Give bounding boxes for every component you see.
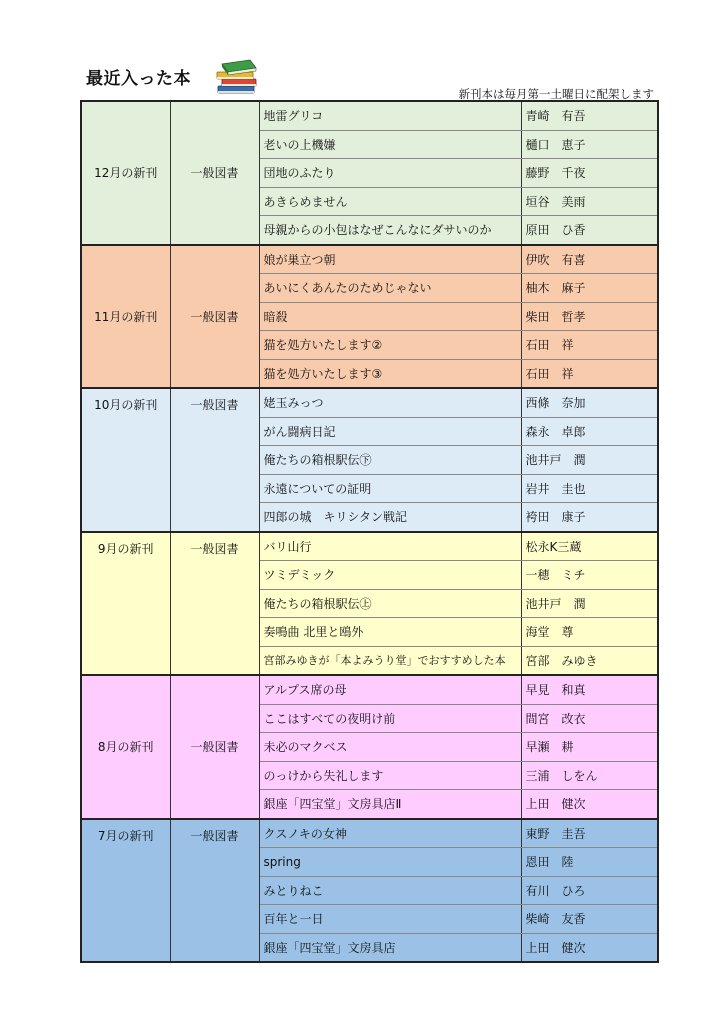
- book-author: 池井戸 潤: [521, 446, 658, 475]
- book-title: がん闘病日記: [259, 417, 521, 446]
- table-row: [81, 532, 658, 561]
- book-title: 銀座「四宝堂」文房具店Ⅱ: [259, 790, 521, 819]
- book-title: みとりねこ: [259, 876, 521, 905]
- table-row: [81, 388, 658, 417]
- book-title: 母親からの小包はなぜこんなにダサいのか: [259, 216, 521, 245]
- book-author: 松永K三蔵: [521, 532, 658, 561]
- book-author: 東野 圭吾: [521, 819, 658, 848]
- new-books-table: [80, 100, 659, 963]
- book-author: 有川 ひろ: [521, 876, 658, 905]
- book-title: 未必のマクベス: [259, 733, 521, 762]
- book-title: 猫を処方いたします②: [259, 331, 521, 360]
- book-author: 早瀬 耕: [521, 733, 658, 762]
- shelving-note: 新刊本は毎月第一土曜日に配架します: [458, 87, 654, 101]
- book-author: 柴崎 友香: [521, 905, 658, 934]
- book-title: 地雷グリコ: [259, 101, 521, 130]
- category-label: 一般図書: [170, 819, 259, 963]
- book-author: 一穂 ミチ: [521, 561, 658, 590]
- book-title: ツミデミック: [259, 561, 521, 590]
- book-title: 猫を処方いたします③: [259, 359, 521, 388]
- book-author: 柴田 哲孝: [521, 302, 658, 331]
- category-label: 一般図書: [170, 532, 259, 676]
- book-title: spring: [259, 848, 521, 877]
- book-author: 青崎 有吾: [521, 101, 658, 130]
- month-label: 7月の新刊: [81, 819, 170, 963]
- books-stack-icon: [214, 56, 260, 96]
- book-author: 藤野 千夜: [521, 159, 658, 188]
- book-author: 宮部 みゆき: [521, 646, 658, 675]
- book-author: 間宮 改衣: [521, 704, 658, 733]
- book-title: クスノキの女神: [259, 819, 521, 848]
- book-title: 宮部みゆきが「本よみうり堂」でおすすめした本: [259, 646, 521, 675]
- table-row: [81, 819, 658, 848]
- book-title: 奏鳴曲 北里と鴎外: [259, 618, 521, 647]
- book-author: 伊吹 有喜: [521, 245, 658, 274]
- book-author: 樋口 恵子: [521, 130, 658, 159]
- book-author: 三浦 しをん: [521, 761, 658, 790]
- category-label: 一般図書: [170, 388, 259, 532]
- month-label: 11月の新刊: [81, 245, 170, 389]
- month-label: 10月の新刊: [81, 388, 170, 532]
- book-author: 原田 ひ香: [521, 216, 658, 245]
- book-title: のっけから失礼します: [259, 761, 521, 790]
- book-author: 岩井 圭也: [521, 474, 658, 503]
- month-label: 8月の新刊: [81, 675, 170, 819]
- book-author: 西條 奈加: [521, 388, 658, 417]
- book-title: 四郎の城 キリシタン戦記: [259, 503, 521, 532]
- book-author: 垣谷 美雨: [521, 187, 658, 216]
- table-row: [81, 245, 658, 274]
- book-title: 姥玉みっつ: [259, 388, 521, 417]
- page-title: 最近入った本: [86, 69, 191, 89]
- category-label: 一般図書: [170, 675, 259, 819]
- book-author: 池井戸 潤: [521, 589, 658, 618]
- table-row: [81, 675, 658, 704]
- book-title: 俺たちの箱根駅伝㊤: [259, 589, 521, 618]
- book-author: 森永 卓郎: [521, 417, 658, 446]
- book-title: 銀座「四宝堂」文房具店: [259, 933, 521, 962]
- category-label: 一般図書: [170, 245, 259, 389]
- table-row: [81, 101, 658, 130]
- book-author: 海堂 尊: [521, 618, 658, 647]
- book-title: ここはすべての夜明け前: [259, 704, 521, 733]
- book-author: 柚木 麻子: [521, 274, 658, 303]
- book-title: 老いの上機嫌: [259, 130, 521, 159]
- new-books-table-body: [81, 101, 658, 962]
- month-label: 9月の新刊: [81, 532, 170, 676]
- book-title: アルプス席の母: [259, 675, 521, 704]
- book-title: あいにくあんたのためじゃない: [259, 274, 521, 303]
- book-author: 石田 祥: [521, 331, 658, 360]
- book-title: 団地のふたり: [259, 159, 521, 188]
- book-title: 百年と一日: [259, 905, 521, 934]
- book-author: 上田 健次: [521, 933, 658, 962]
- book-title: 永遠についての証明: [259, 474, 521, 503]
- category-label: 一般図書: [170, 101, 259, 245]
- book-title: 暗殺: [259, 302, 521, 331]
- month-label: 12月の新刊: [81, 101, 170, 245]
- book-author: 恩田 陸: [521, 848, 658, 877]
- book-title: バリ山行: [259, 532, 521, 561]
- book-title: あきらめません: [259, 187, 521, 216]
- book-title: 娘が巣立つ朝: [259, 245, 521, 274]
- book-author: 上田 健次: [521, 790, 658, 819]
- book-author: 袴田 康子: [521, 503, 658, 532]
- book-author: 石田 祥: [521, 359, 658, 388]
- book-author: 早見 和真: [521, 675, 658, 704]
- book-title: 俺たちの箱根駅伝㊦: [259, 446, 521, 475]
